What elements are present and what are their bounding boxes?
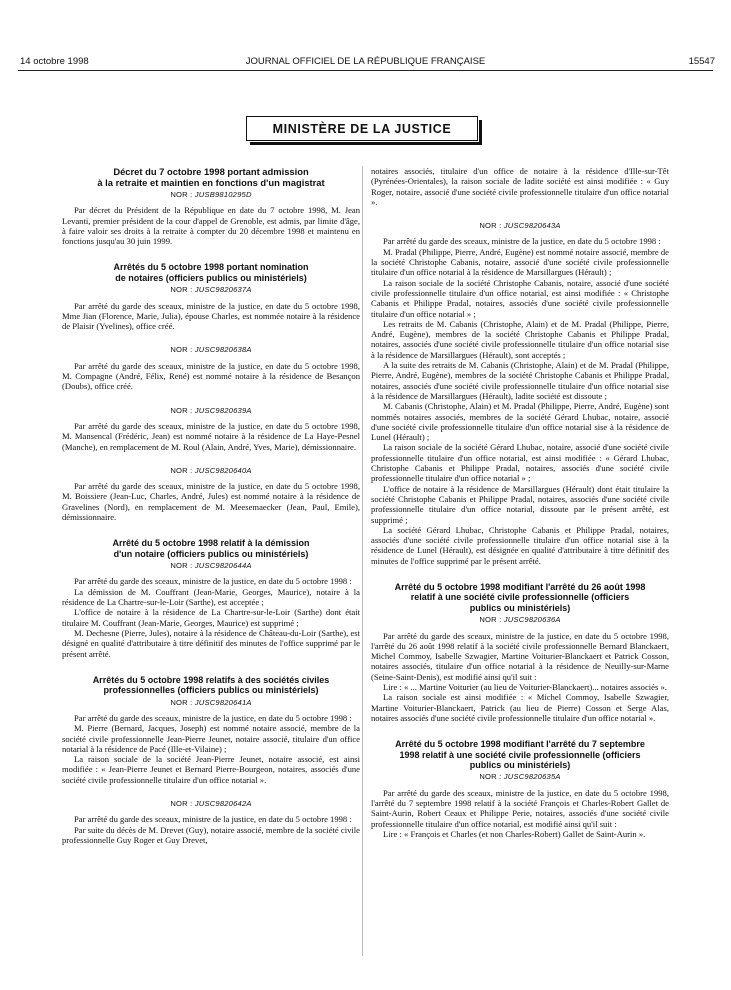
paragraph: La démission de M. Couffrant (Jean-Marie, Georges, Maurice), notaire à la résidence de La Chartre-sur-le-Loir (Sarthe), est acceptée ; bbox=[62, 586, 360, 608]
paragraph: notaires associés, titulaire d'un office de notaire à la résidence d'Ille-sur-Têt (Pyrénées-Orientales), la raison sociale de ladite société est ainsi modifiée : « Guy Roger, notaire, associé d'une société civile professionnelle titulaire d'un office notarial ». bbox=[371, 166, 669, 207]
paragraph: M. Dechesne (Pierre, Jules), notaire à la résidence de Château-du-Loir (Sarthe), est désigné en qualité d'attributaire à titre définitif des minutes de l'office supprimé par le présent arrêté. bbox=[62, 627, 360, 659]
paragraph: Par arrêté du garde des sceaux, ministre de la justice, en date du 5 octobre 1998, Mme Jian (Florence, Marie, Julia), épouse Charles, est nommée notaire à la résidence de Plaisir (Yvelines), office créé. bbox=[62, 300, 360, 332]
paragraph: Par suite du décès de M. Drevet (Guy), notaire associé, membre de la société civile professionnelle Guy Roger et Guy Drevet, bbox=[62, 824, 360, 845]
section-title: Arrêté du 5 octobre 1998 modifiant l'arrêté du 26 août 1998 relatif à une société civile professionnelle (officiers publics ou ministériels) bbox=[394, 581, 646, 613]
nor-reference: NOR : JUSC9820638A bbox=[170, 345, 252, 355]
left-column bbox=[62, 166, 360, 845]
paragraph: La raison sociale de la société Christophe Cabanis, notaire, associé d'une société civile professionnelle titulaire d'un office notarial, est ainsi modifiée : « Christophe Cabanis et Philippe Pradal, notaires, associés d'une société civile professionnelle titulaire d'un office notarial » ; bbox=[371, 277, 669, 319]
paragraph: Par arrêté du garde des sceaux, ministre de la justice, en date du 5 octobre 1998, M. Compagne (André, Félix, René) est nommé notaire à la résidence de Besançon (Doubs), office créé. bbox=[62, 360, 360, 392]
paragraph: Par arrêté du garde des sceaux, ministre de la justice, en date du 5 octobre 1998 : bbox=[74, 814, 352, 825]
nor-reference: NOR : JUSC9820641A bbox=[170, 697, 252, 707]
paragraph: M. Cabanis (Christophe, Alain) et M. Pradal (Philippe, Pierre, André, Eugène) sont nommés notaires associés, membres de la société Gérard Lhubac, notaire, associé d'une société civile professionnelle titulaire d'un office notarial sise à la résidence de Lunel (Hérault) ; bbox=[371, 401, 669, 443]
paragraph: La raison sociale de la société Gérard Lhubac, notaire, associé d'une société civile professionnelle titulaire d'un office notarial, est ainsi modifiée : « Gérard Lhubac, Christophe Cabanis et Philippe Pradal, notaires, associés d'une société civile professionnelle titulaire d'un office notarial » ; bbox=[371, 442, 669, 484]
nor-reference: NOR : JUSB9810295D bbox=[170, 190, 252, 199]
nor-reference: NOR : JUSC9820644A bbox=[170, 561, 252, 571]
page-number: 15547 bbox=[688, 56, 715, 67]
ministry-box: MINISTÈRE DE LA JUSTICE bbox=[246, 116, 478, 141]
paragraph: La raison sociale de la société Jean-Pierre Jeunet, notaire associé, est ainsi modifiée : « Jean-Pierre Jeunet et Bernard Pierre-Bourgeon, notaires, associés d'une société civile professionnelle titulaire d'un office notarial ». bbox=[62, 754, 360, 785]
paragraph: Lire : « François et Charles (et non Charles-Robert) Gallet de Saint-Aurin ». bbox=[383, 828, 646, 839]
paragraph: La société Gérard Lhubac, Christophe Cabanis et Philippe Pradal, notaires, associés d'une société civile professionnelle titulaire d'un office notarial sise à la résidence de Lunel (Hérault), est désignée en qualité d'attributaire à titre définitif des minutes de l'office supprimé par le présent arrêté. bbox=[371, 524, 669, 566]
paragraph: M. Pierre (Bernard, Jacques, Joseph) est nommé notaire associé, membre de la société civile professionnelle Jean-Pierre Jeunet, notaire associé, titulaire d'un office notarial à la résidence de Pacé (Ille-et-Vilaine) ; bbox=[62, 723, 360, 754]
header-rule bbox=[18, 70, 713, 71]
paragraph: Les retraits de M. Cabanis (Christophe, Alain) et de M. Pradal (Philippe, Pierre, André, Eugène), membres de la société Christophe Cabanis et Philippe Pradal, notaires, associés d'une société civile professionnelle titulaire d'un office notarial sise à la résidence de Marsillargues (Hérault), sont acceptés ; bbox=[371, 318, 669, 360]
paragraph: La raison sociale est ainsi modifiée : « Michel Commoy, Isabelle Szwagier, Martine Voiturier-Blanckaert, Patrick (au lieu de Pierre) Cosson et Serge Alas, notaires associés d'une société civile professionnelle titulaire d'un office notarial ». bbox=[371, 692, 669, 723]
journal-title: JOURNAL OFFICIEL DE LA RÉPUBLIQUE FRANÇAISE bbox=[245, 56, 486, 67]
nor-reference: NOR : JUSC9820639A bbox=[170, 405, 252, 415]
nor-reference: NOR : JUSC9820635A bbox=[479, 772, 561, 782]
paragraph: Par arrêté du garde des sceaux, ministre de la justice, en date du 5 octobre 1998, l'arrêté du 7 septembre 1998 relatif à la société François et Charles-Robert Gallet de Saint-Aurin, Robert Ceaux et Philippe Perie, notaires, associés d'une société civile professionnelle titulaire d'un office notarial, est modifié ainsi qu'il suit : bbox=[371, 787, 669, 829]
nor-reference: NOR : JUSC9820640A bbox=[170, 465, 252, 475]
paragraph: Lire : « ... Martine Voiturier (au lieu de Voiturier-Blanckaert)... notaires associés ». bbox=[383, 681, 667, 692]
nor-reference: NOR : JUSC9820636A bbox=[479, 615, 561, 625]
section-title: Arrêtés du 5 octobre 1998 relatifs à des sociétés civiles professionnelles (officiers publics ou ministériels) bbox=[92, 674, 330, 696]
nor-reference: NOR : JUSC9820637A bbox=[170, 285, 252, 295]
right-column bbox=[371, 166, 669, 839]
paragraph: Par arrêté du garde des sceaux, ministre de la justice, en date du 5 octobre 1998 : bbox=[74, 712, 352, 723]
nor-reference: NOR : JUSC9820642A bbox=[170, 799, 252, 809]
paragraph: L'office de notaire à la résidence de Marsillargues (Hérault) dont était titulaire la société Christophe Cabanis et Philippe Pradal, notaires, associés d'une société civile professionnelle titulaire d'un office notarial, dissoute par le présent arrêté, est supprimé ; bbox=[371, 483, 669, 525]
nor-reference: NOR : JUSC9820643A bbox=[479, 221, 561, 231]
paragraph: Par décret du Président de la République en date du 7 octobre 1998, M. Jean Levanti, premier président de la cour d'appel de Grenoble, est admis, par limite d'âge, à faire valoir ses droits à la retraite à compter du 20 décembre 1998 et maintenu en fonctions jusqu'au 30 juin 1999. bbox=[62, 205, 360, 247]
paragraph: Par arrêté du garde des sceaux, ministre de la justice, en date du 5 octobre 1998, M. Mansencal (Frédéric, Jean) est nommé notaire à la résidence de La Haye-Pesnel (Manche), en remplacement de M. Roul (Alain, André, Yves, Marie), démissionnaire. bbox=[62, 420, 360, 452]
section-title: Décret du 7 octobre 1998 portant admission à la retraite et maintien en fonctions d'un magistrat bbox=[97, 166, 325, 188]
paragraph: M. Pradal (Philippe, Pierre, André, Eugène) est nommé notaire associé, membre de la société Christophe Cabanis, notaire, associé d'une société civile professionnelle titulaire d'un office notarial à la résidence de Marsillargues (Hérault) ; bbox=[371, 246, 669, 278]
paragraph: Par arrêté du garde des sceaux, ministre de la justice, en date du 5 octobre 1998, M. Boissiere (Jean-Luc, Charles, André, Jules) est nommé notaire à la résidence de Gravelines (Nord), en remplacement de M. Meesemaecker (Jean, Paul, Emile), démissionnaire. bbox=[62, 481, 360, 523]
paragraph: Par arrêté du garde des sceaux, ministre de la justice, en date du 5 octobre 1998 : bbox=[74, 576, 352, 587]
section-title: Arrêtés du 5 octobre 1998 portant nomination de notaires (officiers publics ou ministériels) bbox=[113, 262, 309, 283]
paragraph: L'office de notaire à la résidence de La Chartre-sur-le-Loir (Sarthe) dont était titulaire M. Couffrant (Jean-Marie, Georges, Maurice) est supprimé ; bbox=[62, 607, 360, 628]
paragraph: Par arrêté du garde des sceaux, ministre de la justice, en date du 5 octobre 1998, l'arrêté du 26 août 1998 relatif à la société civile professionnelle Bernard Blanckaert, Michel Commoy, Isabelle Szwagier, Martine Voiturier-Blanckaert et Patrick Cosson, notaires associés, titulaire d'un office notarial à la résidence de Neuilly-sur-Marne (Seine-Saint-Denis), est modifié ainsi qu'il suit : bbox=[371, 630, 669, 682]
column-divider bbox=[362, 166, 363, 956]
paragraph: Par arrêté du garde des sceaux, ministre de la justice, en date du 5 octobre 1998 : bbox=[383, 236, 661, 247]
section-title: Arrêté du 5 octobre 1998 relatif à la démission d'un notaire (officiers publics ou ministériels) bbox=[112, 538, 310, 559]
header-date: 14 octobre 1998 bbox=[20, 56, 89, 67]
section-title: Arrêté du 5 octobre 1998 modifiant l'arrêté du 7 septembre 1998 relatif à une société civile professionnelle (officiers publics ou ministériels) bbox=[395, 739, 645, 770]
paragraph: A la suite des retraits de M. Cabanis (Christophe, Alain) et de M. Pradal (Philippe, Pierre, André, Eugène), membres de la société Christophe Cabanis et Philippe Pradal, notaires, associés d'une société civile professionnelle titulaire d'un office notarial sise à la résidence de Marsillargues (Hérault), ladite société est dissoute ; bbox=[371, 360, 669, 401]
